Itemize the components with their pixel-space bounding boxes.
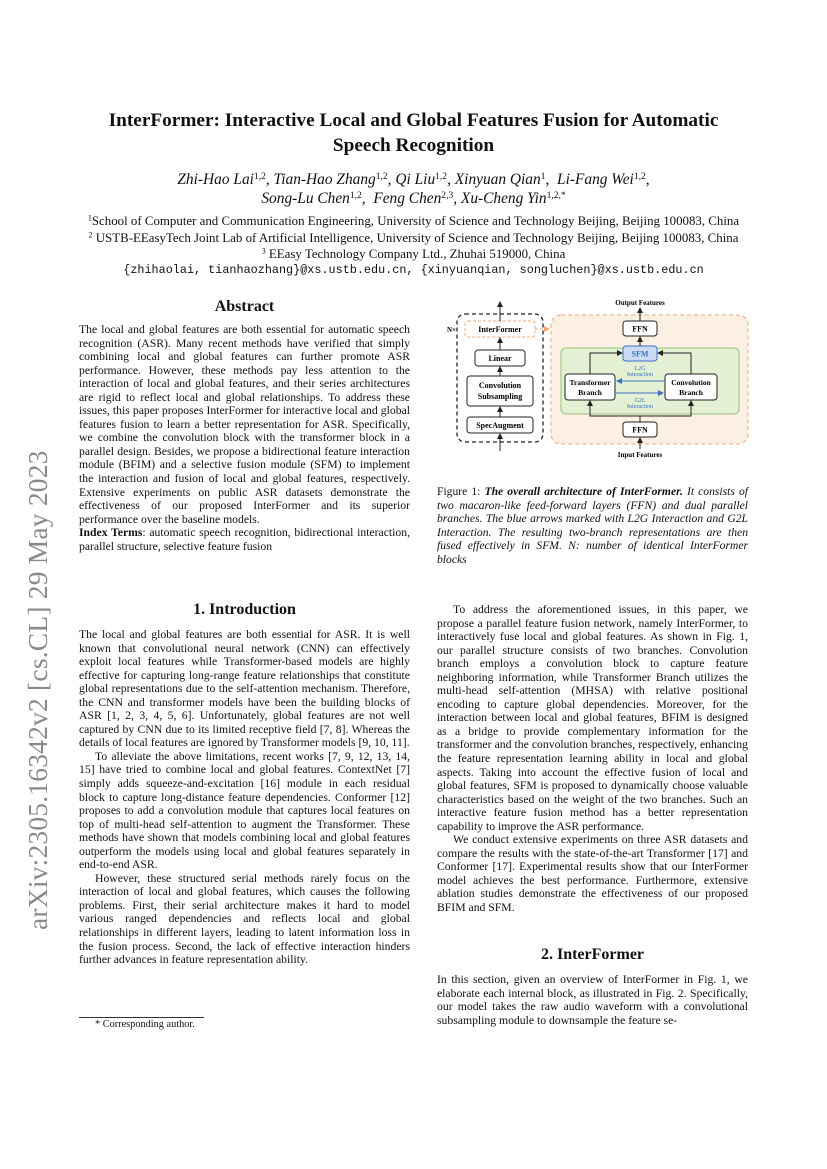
author-name: Feng Chen xyxy=(373,190,442,207)
author-name: Xinyuan Qian xyxy=(454,171,541,188)
author-line-2: Song-Lu Chen$^{1,2}$, Feng Chen$^{2,3}$, Xu-Cheng Yin$^{1,2,*}$ xyxy=(261,189,566,207)
affiliation-text: USTB-EEasyTech Joint Lab of Artificial Intelligence, University of Science and Technology Beijing, Beijing 100083, China xyxy=(95,231,739,245)
affiliation-num: 2 xyxy=(88,230,93,240)
author-name: Song-Lu Chen xyxy=(261,190,350,207)
affiliation-2 xyxy=(80,231,747,246)
linear-label: Linear xyxy=(488,354,512,363)
author-sup: 1,2 xyxy=(375,170,388,182)
intro-heading: 1. Introduction xyxy=(193,601,296,618)
caption-text: It consists of two macaron-like feed-forward layers (FFN) and dual parallel branches. The blue arrows marked with L2G Interaction and G2L Interaction. The resulting two-branch representations are then fused effectively in SFM. N: number of identical InterFormer blocks xyxy=(437,485,749,566)
author-sup: 1 xyxy=(540,170,546,182)
transformer-branch-label-2: Branch xyxy=(578,388,602,397)
intro-left-column xyxy=(79,628,410,967)
caption-label: Figure 1: xyxy=(437,485,485,498)
author-sup: 1,2 xyxy=(633,170,646,182)
specaugment-label: SpecAugment xyxy=(476,421,524,430)
author-sup: 2,3 xyxy=(441,189,454,201)
l2g-label-2: Interaction xyxy=(627,372,653,378)
author-name: Zhi-Hao Lai xyxy=(177,171,254,188)
author-sup: 1,2 xyxy=(349,189,362,201)
sfm-label: SFM xyxy=(631,349,649,359)
ffn-top-label: FFN xyxy=(632,324,648,334)
g2l-label-2: Interaction xyxy=(627,404,653,410)
index-terms-text: : automatic speech recognition, bidirectional interaction, parallel structure, selective feature fusion xyxy=(79,526,410,553)
transformer-branch-label-1: Transformer xyxy=(569,378,611,387)
author-emails: {zhihaolai, tianhaozhang}@xs.ustb.edu.cn, {xinyuanqian, songluchen}@xs.ustb.edu.cn xyxy=(123,263,704,277)
intro-paragraph: To alleviate the above limitations, recent works [7, 9, 12, 13, 14, 15] have tried to combine local and global features. ContextNet [7] simply adds squeeze-and-excitation [16] module in each residual block to capture long-distance feature dependencies. Conformer [12] proposes to add a convolution module that captures local features on top of multi-head self-attention to augment the Transformer. These methods have shown that models combining local and global features outperform the models using local and global features separately in end-to-end ASR. xyxy=(79,749,410,872)
abstract-heading: Abstract xyxy=(214,298,275,315)
intro-paragraph: We conduct extensive experiments on three ASR datasets and compare the results with the state-of-the-art Transformer [17] and Conformer [17]. Experimental results show that our InterFormer model achieves the best performance. Furthermore, extensive ablation studies demonstrate the effectiveness of our proposed BFIM and SFM. xyxy=(437,833,748,915)
affiliation-3 xyxy=(80,247,747,262)
conv-subsampling-label-1: Convolution xyxy=(478,381,522,390)
index-terms xyxy=(79,526,410,553)
footnote-divider xyxy=(79,1017,204,1018)
ffn-bottom-label: FFN xyxy=(632,425,648,435)
architecture-figure xyxy=(445,296,750,461)
output-features-label: Output Features xyxy=(615,299,665,307)
abstract-paragraph: The local and global features are both essential for automatic speech recognition (ASR). Many recent methods have verified that simply combining local and global features can further promote ASR performance. However, these methods pay less attention to the interaction of local and global features, and their series architectures are rigid to reflect local and global relationships. To address these issues, this paper proposes InterFormer for interactive local and global features fusion to learn a better representation for ASR. Specifically, we combine the convolution block with the transformer block in a parallel design. Besides, we propose a bidirectional feature interaction module (BFIM) and a selective fusion module (SFM) to implement the interaction and fusion of local and global features, respectively. Extensive experiments on public ASR datasets demonstrate the effectiveness of our proposed InterFormer and its superior performance over the baseline models. xyxy=(79,323,410,526)
author-sup: 1,2,* xyxy=(546,189,566,201)
section2-heading: 2. InterFormer xyxy=(540,946,645,963)
abstract-body xyxy=(79,323,410,553)
l2g-label-1: L2G xyxy=(634,366,646,372)
convolution-branch-label-2: Branch xyxy=(679,388,703,397)
author-name: Xu-Cheng Yin xyxy=(460,190,547,207)
paper-title: InterFormer: Interactive Local and Global Features Fusion for Automatic Speech Recognition xyxy=(108,110,719,156)
intro-right-column xyxy=(437,603,748,915)
conv-subsampling-label-2: Subsampling xyxy=(477,392,523,401)
affiliation-num: 1 xyxy=(87,213,92,223)
author-name: Qi Liu xyxy=(395,171,436,188)
intro-paragraph: The local and global features are both essential for ASR. It is well known that convolutional neural network (CNN) can effectively exploit local features while Transformer-based models are highly effective for capturing long-range feature relationships that constitute global representations due to the self-attention mechanism. Therefore, the CNN and transformer models have been the building blocks of ASR [1, 2, 3, 4, 5, 6]. Unfortunately, global features are not well captured by CNN due to its limited receptive field [7, 8]. Whereas the details of local features are ignored by Transformer models [9, 10, 11]. xyxy=(79,628,410,750)
g2l-label-1: G2L xyxy=(634,398,646,404)
arxiv-identifier: arXiv:2305.16342v2 [cs.CL] 29 May 2023 xyxy=(22,450,53,930)
affiliation-text: School of Computer and Communication Engineering, University of Science and Technology Beijing, Beijing 100083, China xyxy=(91,214,740,228)
author-name: Tian-Hao Zhang xyxy=(273,171,376,188)
affiliation-num: 3 xyxy=(261,246,266,256)
intro-paragraph: To address the aforementioned issues, in this paper, we propose a parallel feature fusion network, namely InterFormer, to interactively fuse local and global features. As shown in Fig. 1, our parallel structure consists of two branches. Convolution branch employs a convolution block to capture feature neighboring information, while Transformer Branch utilizes the multi-head self-attention (MHSA) with relative positional encoding to capture global dependencies. Moreover, for the interaction between local and global features, BFIM is designed as a bridge to provide complementary information for the transformer and the convolution branches, respectively, enhancing the feature representation learning ability in local and global aspects. Taking into account the effective fusion of local and global features, SFM is proposed to dynamically choose valuable characteristics based on the weight of the two branches. Such an interactive feature fusion method has a better representation capability to improve the ASR performance. xyxy=(437,603,748,833)
index-terms-label: Index Terms xyxy=(79,526,143,540)
n-times-label: N× xyxy=(447,326,457,334)
author-sup: 1,2 xyxy=(253,170,266,182)
author-sup: 1,2 xyxy=(435,170,448,182)
intro-paragraph: However, these structured serial methods rarely focus on the interaction of local and global features, which causes the following problems. First, their serial architecture makes it hard to model various ranged dependencies and reflects local and global relationships in different layers, leading to latent information loss in the fusion process. Second, the lack of effective interaction hinders further advances in feature representation ability. xyxy=(79,871,410,967)
interformer-label: InterFormer xyxy=(478,325,522,334)
figure-caption xyxy=(437,485,748,566)
caption-title: The overall architecture of InterFormer. xyxy=(484,485,683,498)
section2-body: In this section, given an overview of InterFormer in Fig. 1, we elaborate each internal block, as illustrated in Fig. 2. Specifically, our model takes the raw audio waveform with a convolutional subsampling module to downsample the feature se- xyxy=(437,973,748,1027)
footnote: * Corresponding author. xyxy=(95,1019,195,1030)
affiliation-1 xyxy=(80,214,747,229)
author-name: Li-Fang Wei xyxy=(557,171,634,188)
author-line-1: Zhi-Hao Lai$^{1,2}$, Tian-Hao Zhang$^{1,2}$, Qi Liu$^{1,2}$, Xinyuan Qian$^1$, Li-Fang Wei$^{1,2}$, xyxy=(177,170,650,188)
input-features-label: Input Features xyxy=(617,451,663,459)
affiliation-text: EEasy Technology Company Ltd., Zhuhai 519000, China xyxy=(268,247,566,261)
convolution-branch-label-1: Convolution xyxy=(671,378,711,387)
